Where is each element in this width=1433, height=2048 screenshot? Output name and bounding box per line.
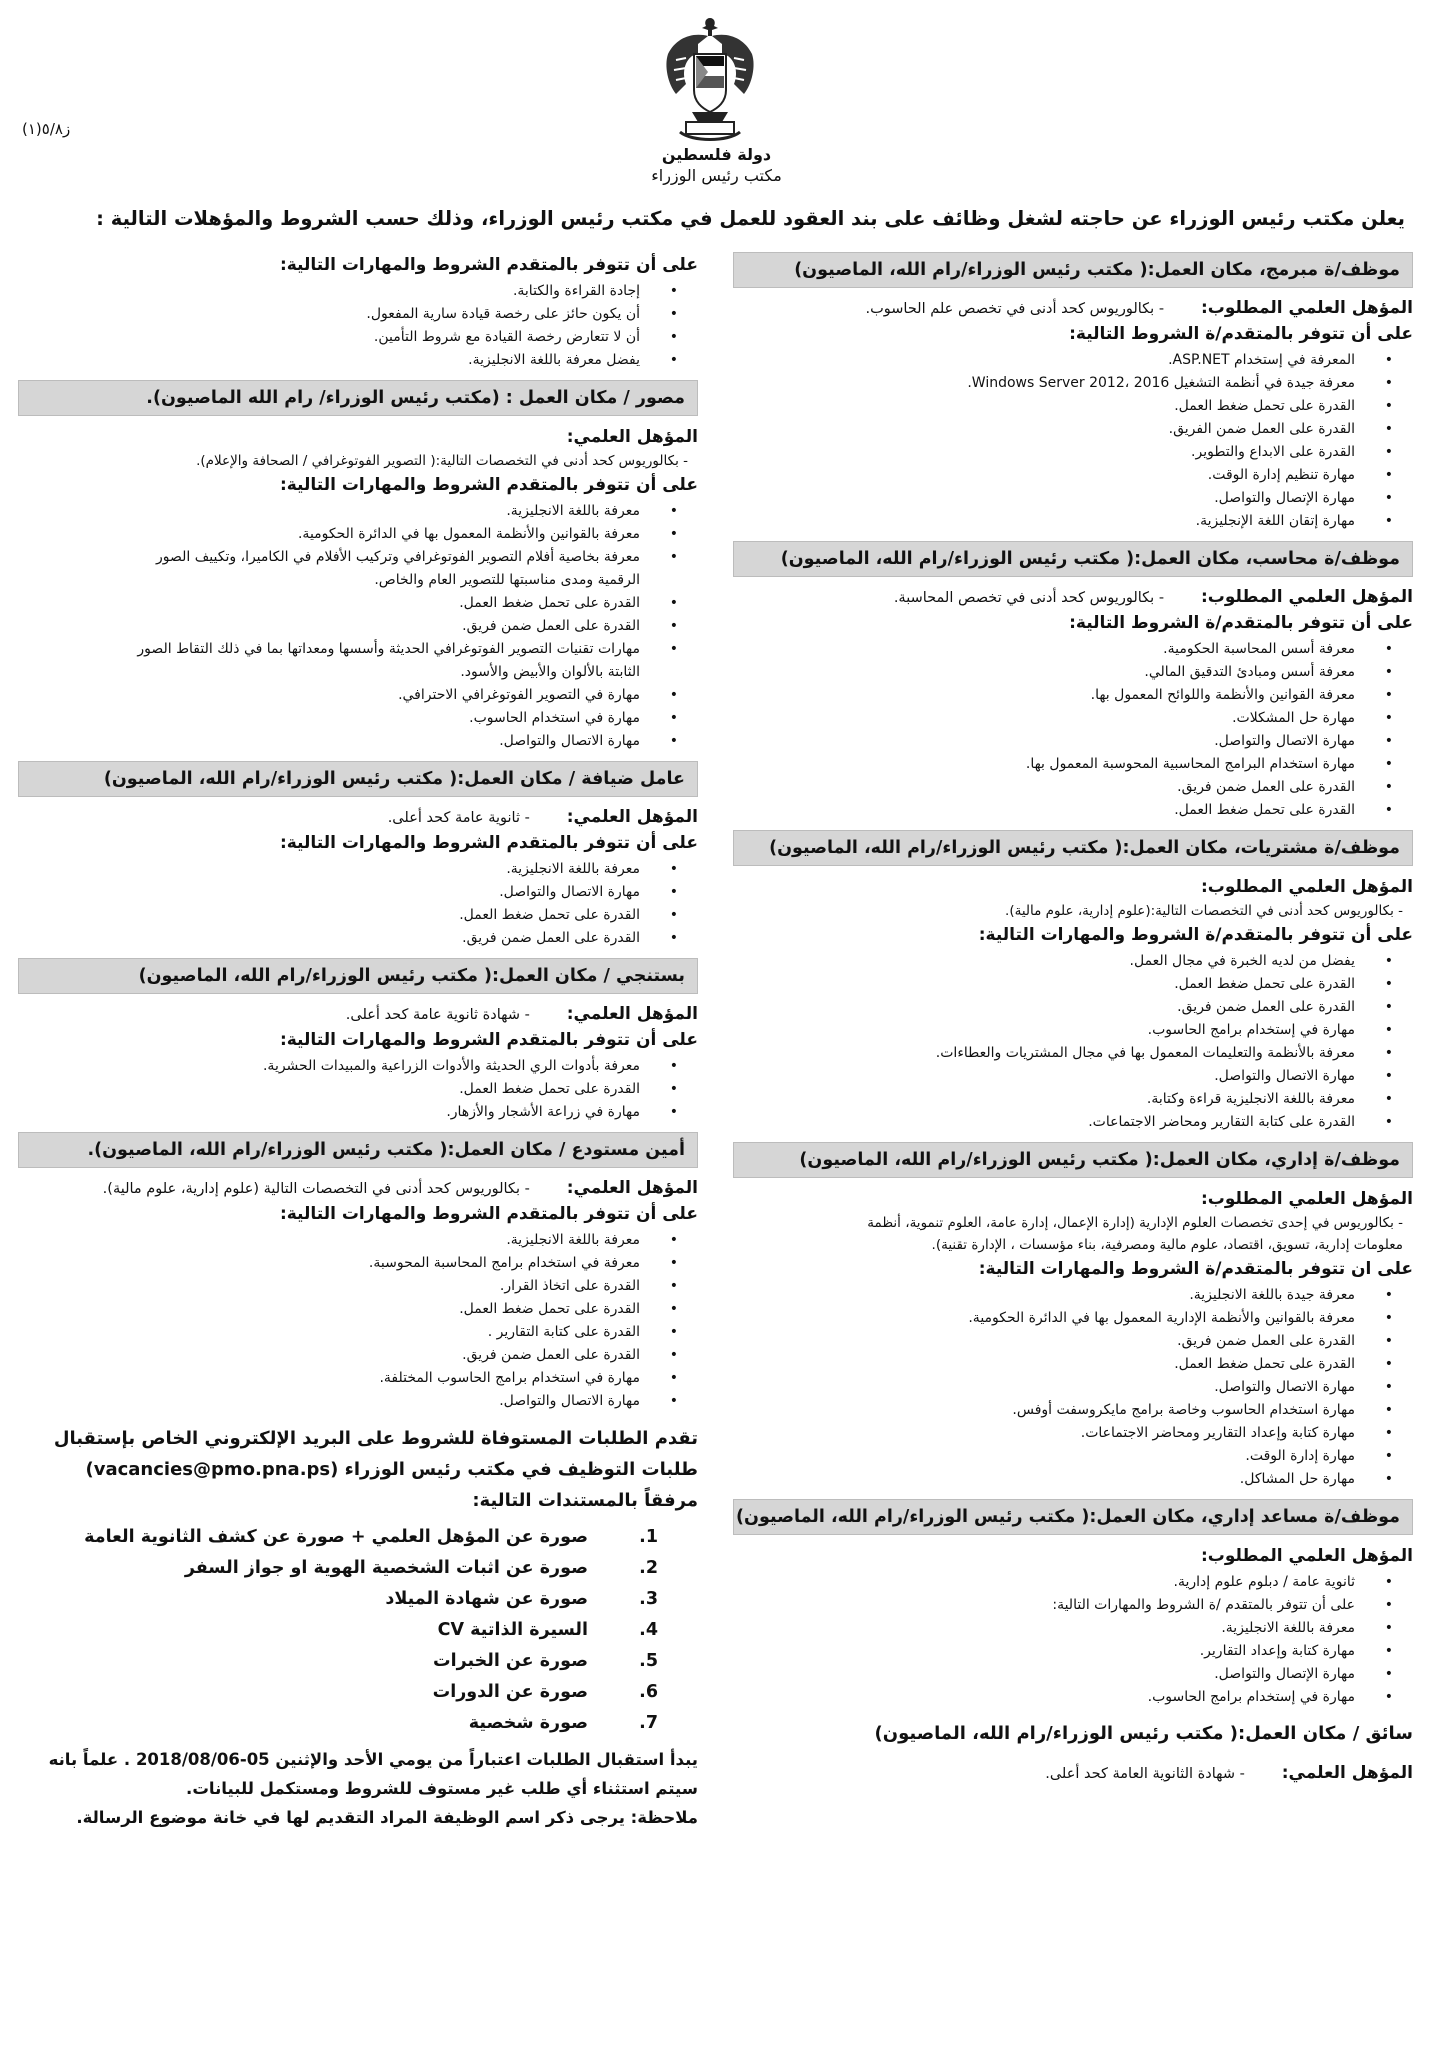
job-accountant (733, 541, 1413, 822)
list-item: • القدرة على تحمل ضغط العمل. (18, 904, 684, 927)
conditions-list (18, 280, 698, 372)
conditions-heading: على ان تتوفر بالمتقدم/ة الشروط والمهارات التالية: (978, 1259, 1413, 1279)
job-procurement (733, 830, 1413, 1134)
item-number: 6. (639, 1682, 658, 1702)
list-item: • معرفة في استخدام برامج المحاسبة المحوسبة. (18, 1252, 684, 1275)
list-item: • معرفة بالقوانين والأنظمة الإدارية المعمول بها في الدائرة الحكومية. (733, 1307, 1399, 1330)
qualification-line (18, 805, 698, 830)
list-item: • مهارة حل المشاكل. (733, 1468, 1399, 1491)
qualification-label: المؤهل العلمي: (1281, 1763, 1413, 1783)
list-item: • معرفة جيدة في أنظمة التشغيل Windows Server 2012، 2016. (733, 372, 1399, 395)
item-number: 3. (639, 1589, 658, 1609)
conditions-heading: على أن تتوفر بالمتقدم الشروط والمهارات التالية: (279, 833, 698, 853)
item-text: صورة عن الخبرات (433, 1651, 588, 1671)
list-item: • القدرة على كتابة التقارير ومحاضر الاجتماعات. (733, 1111, 1399, 1134)
job-title: مصور / مكان العمل : (مكتب رئيس الوزراء/ رام الله الماصيون). (18, 380, 698, 416)
conditions-list (733, 950, 1413, 1134)
qualification-value: - بكالوريوس كحد أدنى في تخصص علم الحاسوب. (865, 301, 1165, 317)
item-text: صورة عن شهادة الميلاد (385, 1589, 588, 1609)
conditions-heading: على أن تتوفر بالمتقدم الشروط والمهارات التالية: (279, 1030, 698, 1050)
list-item: • يفضل معرفة باللغة الانجليزية. (18, 349, 684, 372)
qualification-value: - بكالوريوس كحد أدنى في تخصص المحاسبة. (893, 590, 1165, 606)
conditions-list (733, 1571, 1413, 1709)
apply-email-line: طلبات التوظيف في مكتب رئيس الوزراء (vacancies@pmo.pna.ps) (85, 1459, 698, 1480)
list-item: • القدرة على تحمل ضغط العمل. (733, 799, 1399, 822)
qualification-value: - شهادة الثانوية العامة كحد أعلى. (1045, 1766, 1245, 1782)
item-number: 7. (639, 1713, 658, 1733)
list-item: • القدرة على تحمل ضغط العمل. (18, 592, 684, 615)
note-text: ملاحظة: يرجى ذكر اسم الوظيفة المراد التقديم لها في خانة موضوع الرسالة. (76, 1808, 698, 1827)
item-number: 4. (639, 1620, 658, 1640)
state-name: دولة فلسطين (661, 145, 772, 164)
qualification-label: المؤهل العلمي: (566, 1178, 698, 1198)
qualification-label: المؤهل العلمي: (566, 807, 698, 827)
item-text: صورة شخصية (468, 1713, 588, 1733)
list-item: • مهارة الإتصال والتواصل. (733, 487, 1399, 510)
list-item: • القدرة على تحمل ضغط العمل. (18, 1298, 684, 1321)
job-title: بستنجي / مكان العمل:( مكتب رئيس الوزراء/رام الله، الماصيون) (18, 958, 698, 994)
list-item: • مهارة الاتصال والتواصل. (18, 1390, 684, 1413)
job-title: موظف/ة مساعد إداري، مكان العمل:( مكتب رئيس الوزراء/رام الله، الماصيون) (733, 1499, 1413, 1535)
list-item: • معرفة باللغة الانجليزية. (18, 1229, 684, 1252)
left-column (18, 244, 698, 2034)
list-item: • القدرة على العمل ضمن فريق. (18, 1344, 684, 1367)
list-item: • معرفة باللغة الانجليزية. (733, 1617, 1399, 1640)
palestine-eagle-emblem-icon (662, 14, 758, 144)
list-item: • القدرة على العمل ضمن الفريق. (733, 418, 1399, 441)
list-item: • مهارة حل المشكلات. (733, 707, 1399, 730)
job-admin (733, 1142, 1413, 1491)
item-text: صورة عن الدورات (432, 1682, 588, 1702)
list-item: • مهارة الإتصال والتواصل. (733, 1663, 1399, 1686)
job-hospitality (18, 761, 698, 950)
item-text: صورة عن اثبات الشخصية الهوية او جواز السفر (184, 1558, 588, 1578)
job-admin-assistant (733, 1499, 1413, 1709)
qualification-line (733, 296, 1413, 321)
qualification-label: المؤهل العلمي: (566, 427, 698, 447)
qualification-label: المؤهل العلمي المطلوب: (1200, 1546, 1413, 1566)
list-item: • مهارة في إستخدام برامج الحاسوب. (733, 1019, 1399, 1042)
list-item: • مهارة الاتصال والتواصل. (733, 1376, 1399, 1399)
item-number: 5. (639, 1651, 658, 1671)
conditions-heading: على أن تتوفر بالمتقدم الشروط والمهارات التالية: (279, 1204, 698, 1224)
conditions-list (733, 349, 1413, 533)
list-item-continuation: الرقمية ومدى مناسبتها للتصوير العام والخاص. (374, 572, 640, 588)
qualification-value: - شهادة ثانوية عامة كحد أعلى. (345, 1007, 530, 1023)
conditions-list (733, 638, 1413, 822)
list-item: • مهارة في استخدام برامج الحاسوب المختلفة. (18, 1367, 684, 1390)
list-item: • مهارة استخدام البرامج المحاسبية المحوسبة المعمول بها. (733, 753, 1399, 776)
list-item: • مهارة في زراعة الأشجار والأزهار. (18, 1101, 684, 1124)
list-item (18, 1646, 658, 1677)
list-item (18, 1553, 658, 1584)
qualification-line (733, 585, 1413, 610)
list-item: • مهارة تنظيم إدارة الوقت. (733, 464, 1399, 487)
qualification-line (18, 1002, 698, 1027)
documents-list (18, 1522, 698, 1739)
list-item: • القدرة على تحمل ضغط العمل. (733, 1353, 1399, 1376)
conditions-heading: على أن تتوفر بالمتقدم الشروط والمهارات التالية: (279, 255, 698, 275)
item-number: 1. (639, 1527, 658, 1547)
qualification-value: - ثانوية عامة كحد أعلى. (387, 810, 530, 826)
list-item: • مهارة الاتصال والتواصل. (733, 1065, 1399, 1088)
conditions-heading: على أن تتوفر بالمتقدم/ة الشروط التالية: (1069, 613, 1413, 633)
list-item: • مهارة إتقان اللغة الإنجليزية. (733, 510, 1399, 533)
conditions-heading: على أن تتوفر بالمتقدم/ة الشروط التالية: (1069, 324, 1413, 344)
list-item: • معرفة بالقوانين والأنظمة المعمول بها في الدائرة الحكومية. (18, 523, 684, 546)
list-item: • معرفة باللغة الانجليزية. (18, 500, 684, 523)
list-item-continuation: الثابتة بالألوان والأبيض والأسود. (460, 664, 640, 680)
qualification-label: المؤهل العلمي المطلوب: (1200, 298, 1413, 318)
conditions-list (18, 1055, 698, 1124)
list-item: • القدرة على العمل ضمن فريق. (18, 615, 684, 638)
item-number: 2. (639, 1558, 658, 1578)
application-instructions (18, 1423, 698, 1832)
qualification-value: - بكالوريوس كحد أدنى في التخصصات التالية:( التصوير الفوتوغرافي / الصحافة والإعلام). (196, 453, 688, 469)
list-item: • على أن تتوفر بالمتقدم /ة الشروط والمهارات التالية: (733, 1594, 1399, 1617)
reference-code: ز٥/٨(١) (22, 120, 71, 138)
list-item: • القدرة على اتخاذ القرار. (18, 1275, 684, 1298)
list-item: • إجادة القراءة والكتابة. (18, 280, 684, 303)
job-programmer (733, 252, 1413, 533)
list-item: • القدرة على العمل ضمن فريق. (733, 996, 1399, 1019)
announcement-intro: يعلن مكتب رئيس الوزراء عن حاجته لشغل وظائف على بند العقود للعمل في مكتب رئيس الوزراء، وذلك حسب الشروط والمؤهلات التالية : (96, 207, 1405, 230)
qualification-value: - بكالوريوس كحد أدنى في التخصصات التالية (علوم إدارية، علوم مالية). (102, 1181, 530, 1197)
conditions-list (733, 1284, 1413, 1491)
list-item: • مهارات تقنيات التصوير الفوتوغرافي الحديثة وأسسها ومعداتها بما في ذلك التقاط الصور (18, 638, 684, 661)
apply-text: تقدم الطلبات المستوفاة للشروط على البريد الإلكتروني الخاص بإستقبال (53, 1428, 698, 1449)
list-item: • أن لا تتعارض رخصة القيادة مع شروط التأمين. (18, 326, 684, 349)
list-item: • يفضل من لديه الخبرة في مجال العمل. (733, 950, 1399, 973)
job-title: أمين مستودع / مكان العمل:( مكتب رئيس الوزراء/رام الله، الماصيون). (18, 1132, 698, 1168)
list-item: • القدرة على كتابة التقارير . (18, 1321, 684, 1344)
list-item: • معرفة بأدوات الري الحديثة والأدوات الزراعية والمبيدات الحشرية. (18, 1055, 684, 1078)
job-title: موظف/ة محاسب، مكان العمل:( مكتب رئيس الوزراء/رام الله، الماصيون) (733, 541, 1413, 577)
list-item: • معرفة أسس ومبادئ التدقيق المالي. (733, 661, 1399, 684)
qualification-value: - بكالوريوس في إحدى تخصصات العلوم الإدارية (إدارة الإعمال، إدارة عامة، العلوم تنموية، أنظمة (867, 1215, 1403, 1231)
job-title: موظف/ة مشتريات، مكان العمل:( مكتب رئيس الوزراء/رام الله، الماصيون) (733, 830, 1413, 866)
list-item: • القدرة على العمل ضمن فريق. (18, 927, 684, 950)
list-item: • مهارة كتابة وإعداد التقارير ومحاضر الاجتماعات. (733, 1422, 1399, 1445)
item-text: السيرة الذاتية CV (437, 1620, 588, 1640)
qualification-line (733, 1761, 1413, 1786)
list-item (18, 1522, 658, 1553)
list-item (18, 1708, 658, 1739)
list-item: • معرفة باللغة الانجليزية. (18, 858, 684, 881)
job-title: موظف/ة مبرمج، مكان العمل:( مكتب رئيس الوزراء/رام الله، الماصيون) (733, 252, 1413, 288)
list-item: • القدرة على الابداع والتطوير. (733, 441, 1399, 464)
job-driver (733, 1717, 1413, 1786)
job-title: موظف/ة إداري، مكان العمل:( مكتب رئيس الوزراء/رام الله، الماصيون) (733, 1142, 1413, 1178)
letterhead (0, 0, 1433, 190)
conditions-list (18, 858, 698, 950)
office-name: مكتب رئيس الوزراء (651, 166, 782, 185)
conditions-heading: على أن تتوفر بالمتقدم/ة الشروط والمهارات التالية: (978, 925, 1413, 945)
list-item: • مهارة كتابة وإعداد التقارير. (733, 1640, 1399, 1663)
list-item: • معرفة باللغة الانجليزية قراءة وكتابة. (733, 1088, 1399, 1111)
list-item: • ثانوية عامة / دبلوم علوم إدارية. (733, 1571, 1399, 1594)
job-title: سائق / مكان العمل:( مكتب رئيس الوزراء/رام الله، الماصيون) (733, 1717, 1413, 1753)
list-item: • مهارة استخدام الحاسوب وخاصة برامج مايكروسفت أوفس. (733, 1399, 1399, 1422)
job-storekeeper (18, 1132, 698, 1413)
list-item: • القدرة على العمل ضمن فريق. (733, 1330, 1399, 1353)
qualification-label: المؤهل العلمي المطلوب: (1200, 1189, 1413, 1209)
list-item (18, 1677, 658, 1708)
qualification-value: معلومات إدارية، تسويق، اقتصاد، علوم مالية ومصرفية، بناء مؤسسات ، الإدارة تقنية). (931, 1237, 1403, 1253)
job-driver-continued (18, 252, 698, 372)
job-photographer (18, 380, 698, 753)
list-item: • القدرة على تحمل ضغط العمل. (18, 1078, 684, 1101)
list-item (18, 1584, 658, 1615)
list-item: • معرفة القوانين والأنظمة واللوائح المعمول بها. (733, 684, 1399, 707)
attachments-heading: مرفقاً بالمستندات التالية: (472, 1490, 698, 1511)
conditions-list (18, 500, 698, 753)
list-item: • معرفة أسس المحاسبة الحكومية. (733, 638, 1399, 661)
list-item: • مهارة في إستخدام برامج الحاسوب. (733, 1686, 1399, 1709)
conditions-heading: على أن تتوفر بالمتقدم الشروط والمهارات التالية: (279, 475, 698, 495)
list-item: • القدرة على تحمل ضغط العمل. (733, 395, 1399, 418)
deadline-text: سيتم استثناء أي طلب غير مستوف للشروط ومستكمل للبيانات. (186, 1779, 698, 1798)
list-item: • مهارة إدارة الوقت. (733, 1445, 1399, 1468)
list-item: • أن يكون حائز على رخصة قيادة سارية المفعول. (18, 303, 684, 326)
list-item: • معرفة بخاصية أفلام التصوير الفوتوغرافي وتركيب الأفلام في الكاميرا، وتكييف الصور (18, 546, 684, 569)
list-item: • المعرفة في إستخدام ASP.NET. (733, 349, 1399, 372)
qualification-label: المؤهل العلمي: (566, 1004, 698, 1024)
qualification-line (18, 1176, 698, 1201)
list-item: • معرفة جيدة باللغة الانجليزية. (733, 1284, 1399, 1307)
qualification-label: المؤهل العلمي المطلوب: (1200, 877, 1413, 897)
qualification-label: المؤهل العلمي المطلوب: (1200, 587, 1413, 607)
list-item: • القدرة على تحمل ضغط العمل. (733, 973, 1399, 996)
list-item: • معرفة بالأنظمة والتعليمات المعمول بها في مجال المشتريات والعطاءات. (733, 1042, 1399, 1065)
list-item: • مهارة في التصوير الفوتوغرافي الاحترافي. (18, 684, 684, 707)
conditions-list (18, 1229, 698, 1413)
item-text: صورة عن المؤهل العلمي + صورة عن كشف الثانوية العامة (84, 1527, 588, 1547)
job-gardener (18, 958, 698, 1124)
list-item: • مهارة الاتصال والتواصل. (733, 730, 1399, 753)
list-item: • القدرة على العمل ضمن فريق. (733, 776, 1399, 799)
list-item: • مهارة الاتصال والتواصل. (18, 730, 684, 753)
qualification-value: - بكالوريوس كحد أدنى في التخصصات التالية:(علوم إدارية، علوم مالية). (1005, 903, 1403, 919)
list-item (18, 1615, 658, 1646)
list-item: • مهارة في استخدام الحاسوب. (18, 707, 684, 730)
job-title: عامل ضيافة / مكان العمل:( مكتب رئيس الوزراء/رام الله، الماصيون) (18, 761, 698, 797)
list-item: • مهارة الاتصال والتواصل. (18, 881, 684, 904)
deadline-text: يبدأ استقبال الطلبات اعتباراً من يومي الأحد والإثنين 05-2018/08/06 . علماً بانه (48, 1750, 698, 1769)
right-column (733, 244, 1413, 2034)
